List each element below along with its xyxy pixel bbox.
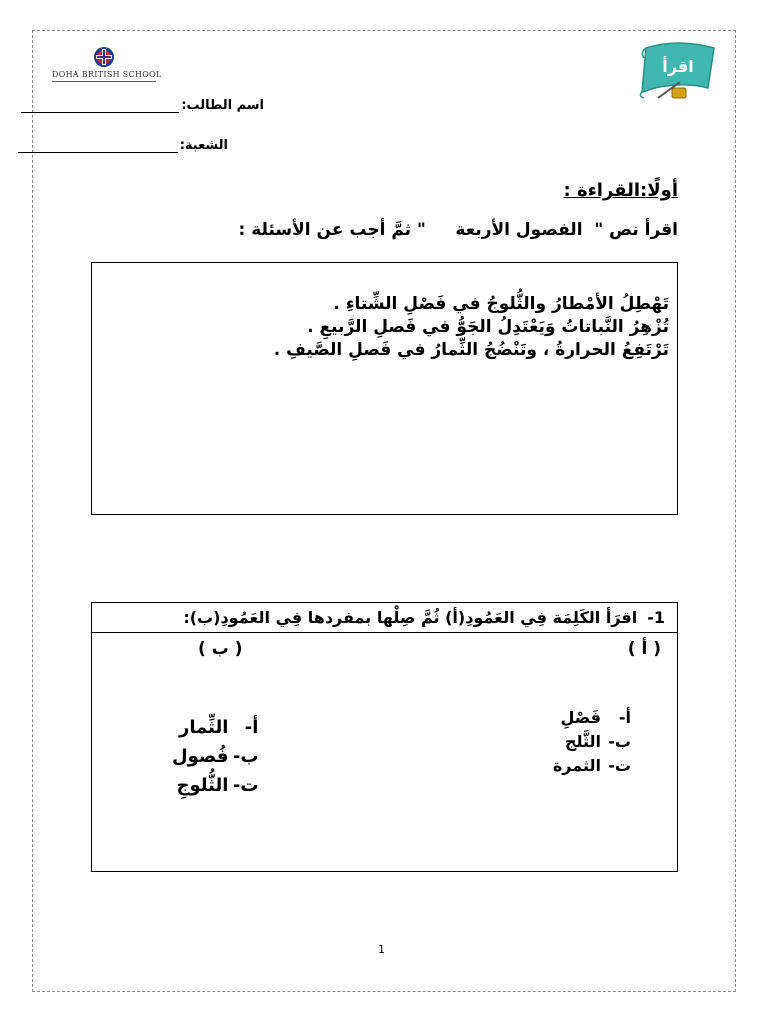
question-1-header	[92, 603, 677, 633]
column-a-title: ( أ )	[627, 639, 661, 659]
item-letter: ب-	[232, 746, 259, 767]
item-word: الثَّلج	[564, 732, 601, 751]
column-b-item[interactable]	[172, 742, 258, 771]
item-word: الثِّمار	[178, 717, 229, 738]
scroll-logo	[636, 36, 720, 104]
question-number: 1-	[647, 608, 665, 627]
school-name: DOHA BRITISH SCHOOL	[52, 70, 156, 82]
item-letter: ت-	[232, 775, 259, 796]
item-letter: ب-	[608, 732, 631, 751]
passage-line: تُزْهِرُ النَّباتاتُ وَيَعْتَدِلُ الجَوُّ في فَصلِ الرَّبيعِ .	[307, 317, 669, 337]
column-b-title: ( ب )	[198, 639, 243, 659]
section-label: الشعبة:	[179, 138, 228, 153]
reading-instruction: اقرأ نص " الفصول الأربعة " ثمَّ أجب عن الأسئلة :	[238, 220, 678, 240]
column-a-item[interactable]	[553, 754, 631, 778]
item-letter: ت-	[608, 756, 631, 775]
column-b-item[interactable]	[172, 771, 258, 800]
question-1-box	[91, 602, 678, 872]
school-logo	[52, 46, 162, 90]
student-name-field	[21, 98, 264, 113]
reading-passage-box	[91, 262, 678, 515]
student-name-line[interactable]	[21, 111, 179, 113]
section-field	[18, 138, 228, 153]
column-a-item[interactable]	[553, 730, 631, 754]
column-a-item[interactable]	[553, 706, 631, 730]
passage-line: تَهْطِلُ الأمْطارُ والثُّلوجُ في فَصْلِ الشِّتاءِ .	[333, 294, 669, 314]
reading-heading: أولًا:القراءة :	[563, 180, 678, 201]
item-word: فُصول	[172, 746, 229, 767]
section-line[interactable]	[18, 151, 178, 153]
scroll-logo-text: اقرأ	[662, 57, 694, 76]
page-number: 1	[378, 943, 385, 956]
student-name-label: اسم الطالب:	[181, 98, 264, 113]
scroll-quill-icon	[636, 36, 720, 104]
item-letter: أ-	[618, 708, 631, 727]
column-b-list	[172, 713, 258, 800]
item-word: الثمرة	[552, 756, 601, 775]
item-word: فَصْلِ	[560, 708, 601, 727]
column-b-item[interactable]	[172, 713, 258, 742]
column-a-list	[553, 706, 631, 778]
passage-line: تَرْتَفِعُ الحرارةُ ، وتَنْضُجُ الثِّمارُ في فَصلِ الصَّيفِ .	[273, 340, 669, 360]
item-word: الثُّلوجِ	[176, 775, 229, 796]
item-letter: أ-	[244, 717, 259, 738]
school-crest-icon	[93, 46, 115, 68]
question-prompt: اقرَأ الكَلِمَة فِي العَمُودِ(أ) ثُمَّ صِلْها بمفردها فِي العَمُودِ(ب):	[183, 608, 638, 627]
